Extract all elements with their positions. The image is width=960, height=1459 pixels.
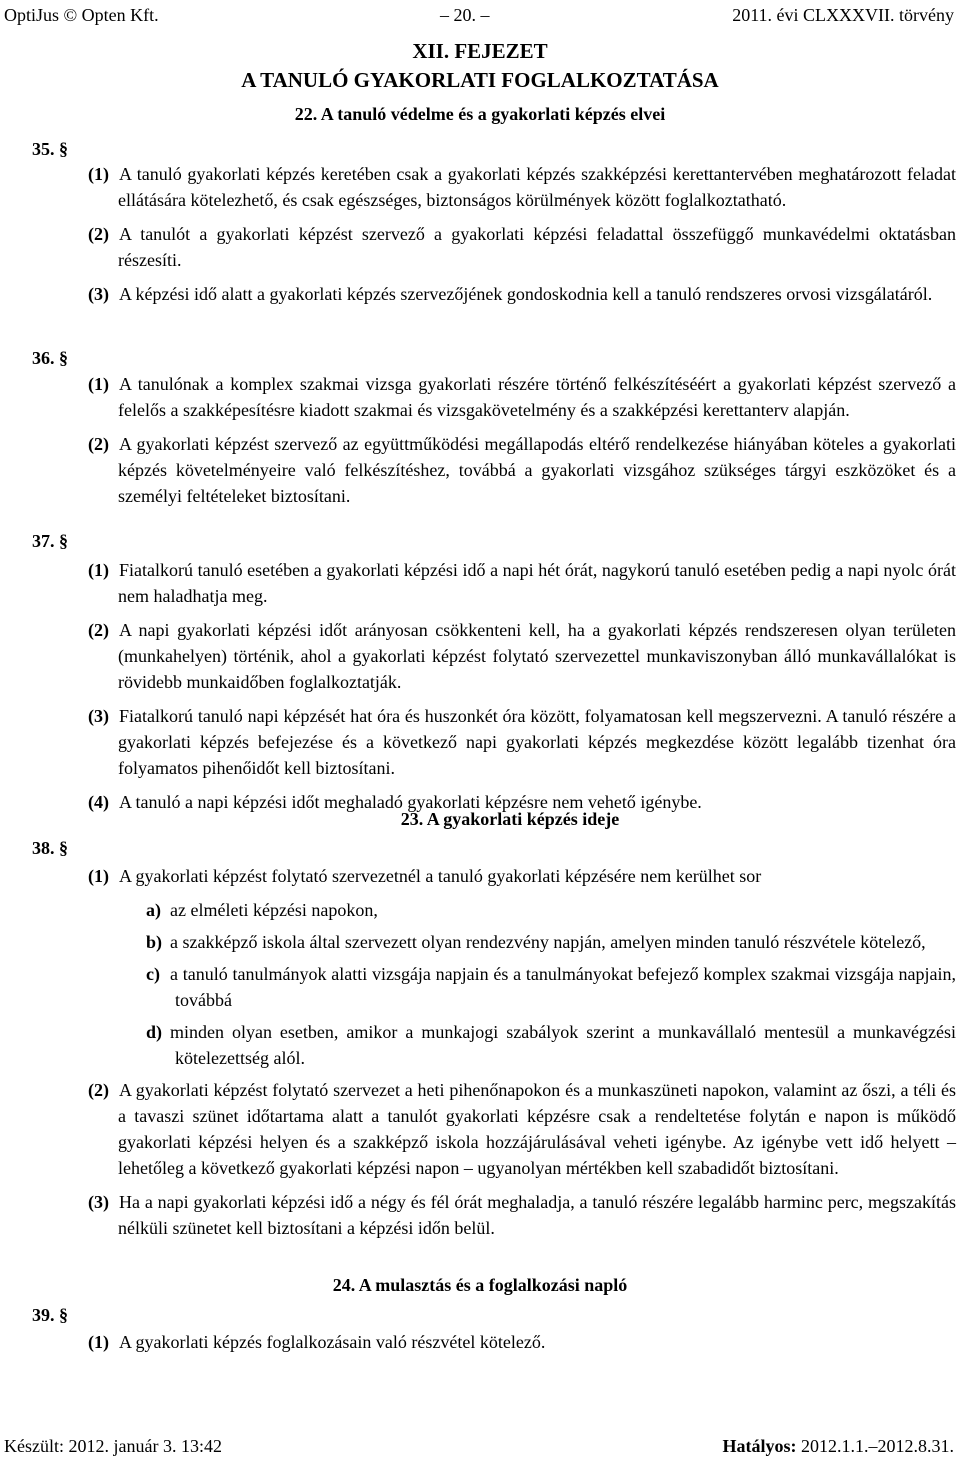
section-title-22: 22. A tanuló védelme és a gyakorlati képzés elvei xyxy=(294,104,666,124)
list-item: d) minden olyan esetben, amikor a munkajogi szabályok szerint a munkavállaló mentesül a munkavégzési kötelezettség alól. xyxy=(146,1022,956,1068)
paragraph-item: (1) A gyakorlati képzést folytató szervezetnél a tanuló gyakorlati képzésére nem kerülhet sor xyxy=(88,866,762,886)
footer-effective: Hatályos: 2012.1.1.–2012.8.31. xyxy=(722,1436,954,1456)
footer-created: Készült: 2012. január 3. 13:42 xyxy=(4,1436,222,1456)
paragraph-item: (2) A napi gyakorlati képzési időt arányosan csökkenteni kell, ha a gyakorlati képzés rendszeresen olyan területen (munkahelyen) történik, ahol a gyakorlati képzést folytató szervezettel munkaviszonyban álló munkavállalókat is rövidebb munkaidőben foglalkoztatják. xyxy=(88,620,956,692)
paragraph-38 xyxy=(88,863,956,1249)
section-title-24: 24. A mulasztás és a foglalkozási napló xyxy=(332,1275,628,1295)
paragraph-36 xyxy=(88,371,956,517)
header-publisher: OptiJus © Opten Kft. xyxy=(4,5,159,25)
paragraph-item: (1) Fiatalkorú tanuló esetében a gyakorlati képzési idő a napi hét órát, nagykorú tanuló esetében pedig a napi nyolc órát nem haladhatja meg. xyxy=(88,560,956,606)
header-page-number: – 20. – xyxy=(440,5,490,25)
page-header xyxy=(0,0,960,24)
paragraph-item: (1) A gyakorlati képzés foglalkozásain való részvétel kötelező. xyxy=(88,1332,546,1352)
paragraph-number-38: 38. § xyxy=(32,838,68,858)
paragraph-number-39: 39. § xyxy=(32,1305,68,1325)
paragraph-item: (3) A képzési idő alatt a gyakorlati képzés szervezőjének gondoskodnia kell a tanuló rendszeres orvosi vizsgálatáról. xyxy=(88,284,933,304)
paragraph-39 xyxy=(88,1329,956,1363)
chapter-title: A TANULÓ GYAKORLATI FOGLALKOZTATÁSA xyxy=(241,68,719,92)
section-title-23: 23. A gyakorlati képzés ideje xyxy=(400,809,620,829)
paragraph-item: (4) A tanuló a napi képzési időt meghaladó gyakorlati képzésre nem vehető igénybe. xyxy=(88,792,702,812)
list-item: a) az elméleti képzési napokon, xyxy=(146,900,378,920)
header-law-title: 2011. évi CLXXXVII. törvény xyxy=(732,5,954,25)
paragraph-number-35: 35. § xyxy=(32,139,68,159)
paragraph-35 xyxy=(88,161,956,315)
page-footer xyxy=(0,1433,960,1457)
paragraph-item: (3) Ha a napi gyakorlati képzési idő a négy és fél órát meghaladja, a tanuló részére legalább harminc perc, megszakítás nélküli szünetet kell biztosítani a képzési időn belül. xyxy=(88,1192,956,1238)
paragraph-number-36: 36. § xyxy=(32,348,68,368)
paragraph-item: (1) A tanuló gyakorlati képzés keretében csak a gyakorlati képzés szakképzési kerettantervében meghatározott feladat ellátására kötelezhető, és csak egészséges, biztonságos körülmények között foglalkoztatható. xyxy=(88,164,956,210)
list-item: b) a szakképző iskola által szervezett olyan rendezvény napján, amelyen minden tanuló részvétele kötelező, xyxy=(146,932,926,952)
paragraph-item: (2) A tanulót a gyakorlati képzést szervező a gyakorlati képzési feladattal összefüggő munkavédelmi oktatásban részesíti. xyxy=(88,224,956,270)
paragraph-item: (2) A gyakorlati képzést szervező az együttműködési megállapodás eltérő rendelkezése hiányában köteles a gyakorlati képzés követelményeire való felkészítéshez, továbbá a gyakorlati vizsgához szükséges tárgyi eszközöket és a személyi feltételeket biztosítani. xyxy=(88,434,956,506)
list-item: c) a tanuló tanulmányok alatti vizsgája napjain és a tanulmányokat befejező komplex szakmai vizsgája napjain, továbbá xyxy=(146,964,956,1010)
paragraph-item: (3) Fiatalkorú tanuló napi képzését hat óra és huszonkét óra között, folyamatosan kell megszervezni. A tanuló részére a gyakorlati képzés befejezése és a következő napi gyakorlati képzés megkezdése között legalább tizenhat óra folyamatos pihenőidőt kell biztosítani. xyxy=(88,706,956,778)
paragraph-item: (2) A gyakorlati képzést folytató szervezet a heti pihenőnapokon és a munkaszüneti napokon, valamint az őszi, a téli és a tavaszi szünet időtartama alatt a tanulót gyakorlati képzésre csak a rendeltetése folytán e napon is működő gyakorlati képzési helyen és a szakképző iskola hozzájárulásával veheti igénybe. Az igénybe vett idő helyett – lehetőleg a következő gyakorlati képzési napon – ugyanolyan mértékben kell szabadidőt biztosítani. xyxy=(88,1080,956,1178)
paragraph-37 xyxy=(88,557,956,823)
paragraph-item: (1) A tanulónak a komplex szakmai vizsga gyakorlati részére történő felkészítéséért a gyakorlati képzést szervező a felelős a szakképesítésre kiadott szakmai és vizsgakövetelmény és a szakképzési kerettanterv alapján. xyxy=(88,374,956,420)
chapter-number: XII. FEJEZET xyxy=(412,39,548,63)
paragraph-number-37: 37. § xyxy=(32,531,68,551)
